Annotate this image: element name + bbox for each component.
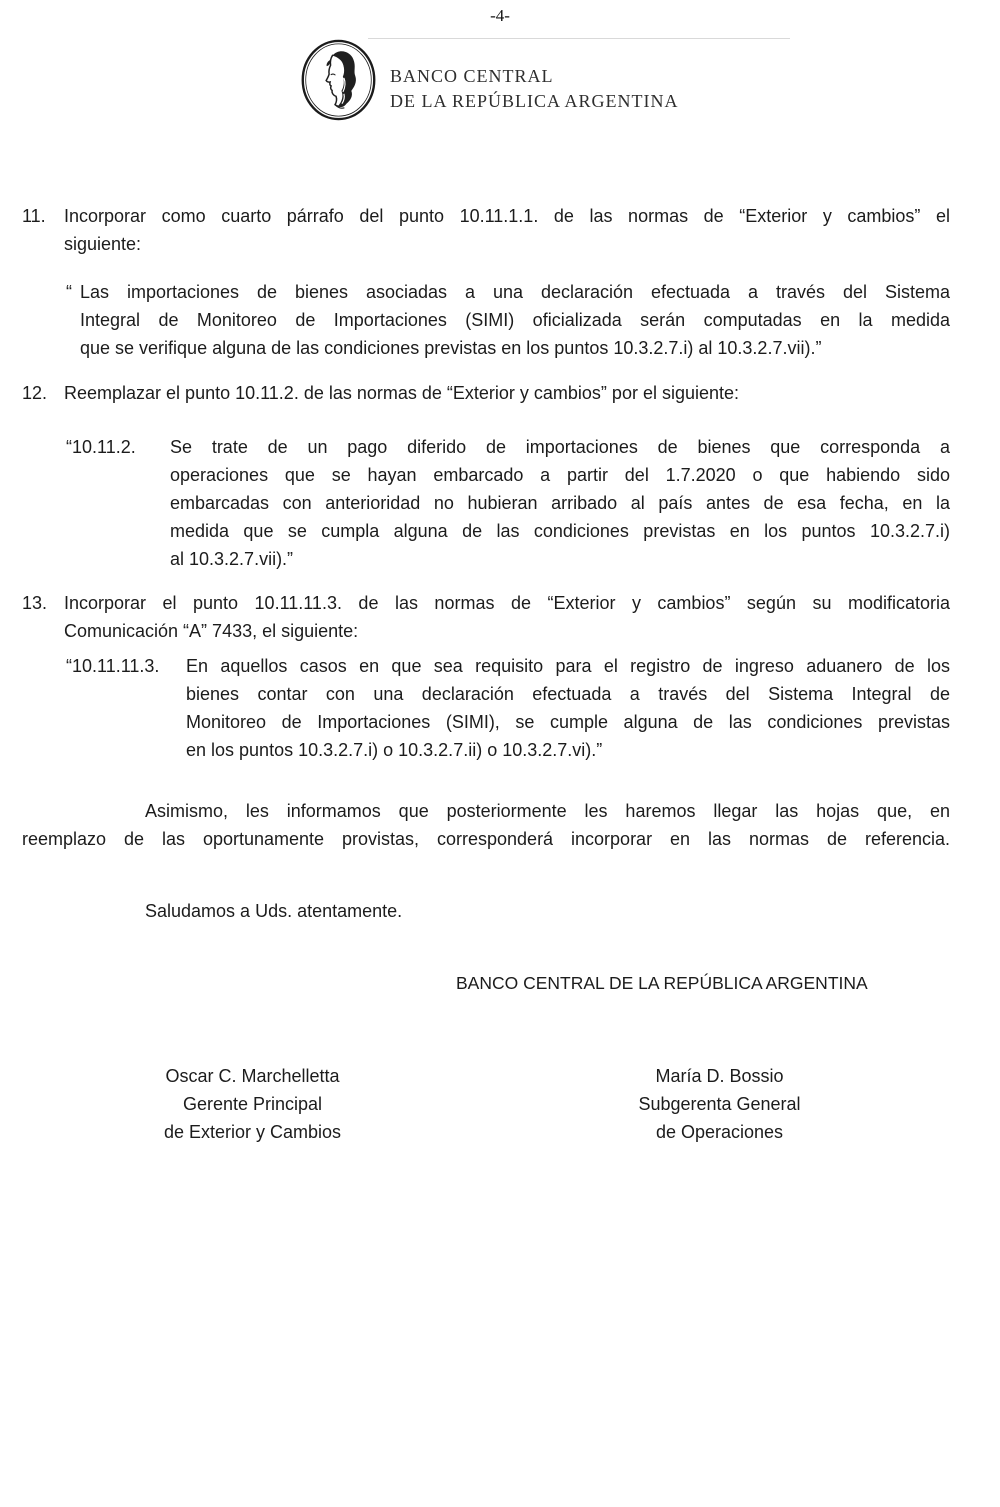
- item-12-intro: [64, 379, 950, 407]
- text-line: Incorporar como cuarto párrafo del punto 10.11.1.1. de las normas de “Exterior y cambios” el: [64, 206, 950, 226]
- item-12-number: 12.: [22, 383, 48, 403]
- item-12-quote-text: [170, 433, 950, 573]
- text-line: Asimismo, les informamos que posteriormente les haremos llegar las hojas que, en: [145, 801, 950, 821]
- signer-title: de Exterior y Cambios: [163, 1122, 342, 1142]
- text-line: que se verifique alguna de las condiciones previstas en los puntos 10.3.2.7.i) al 10.3.2.7.vii).”: [80, 338, 822, 358]
- letterhead-line2: DE LA REPÚBLICA ARGENTINA: [390, 91, 679, 111]
- letterhead-bank-name: [390, 46, 679, 114]
- text-line: Monitoreo de Importaciones (SIMI), se cumple alguna de las condiciones previstas: [186, 712, 950, 732]
- page-number: -4-: [490, 6, 510, 25]
- text-line: bienes contar con una declaración efectuada a través del Sistema Integral de: [186, 684, 950, 704]
- signer-name: Oscar C. Marchelletta: [165, 1066, 340, 1086]
- closing-paragraph: [22, 797, 950, 853]
- text-line: reemplazo de las oportunamente provistas, corresponderá incorporar en las normas de referencia.: [22, 829, 950, 849]
- text-line: siguiente:: [64, 234, 142, 254]
- item-11-quote: [66, 278, 950, 362]
- bcra-liberty-head-seal-icon: [300, 38, 377, 122]
- text-line: Se trate de un pago diferido de importaciones de bienes que corresponda a: [170, 437, 950, 457]
- text-line: operaciones que se hayan embarcado a partir del 1.7.2020 o que habiendo sido: [170, 465, 950, 485]
- text-line: Integral de Monitoreo de Importaciones (SIMI) oficializada serán computadas en la medida: [80, 310, 950, 330]
- bank-name-line: BANCO CENTRAL DE LA REPÚBLICA ARGENTINA: [456, 973, 868, 993]
- letterhead-line1: BANCO CENTRAL: [390, 66, 554, 86]
- item-13-intro: [64, 589, 950, 645]
- signer-title: Gerente Principal: [182, 1094, 323, 1114]
- text-line: medida que se cumpla alguna de las condiciones previstas en los puntos 10.3.2.7.i): [170, 521, 950, 541]
- item-11-number: 11.: [22, 206, 46, 226]
- item-11-intro: [64, 202, 950, 258]
- item-13-quote: [66, 652, 950, 764]
- list-item-12: [22, 379, 950, 407]
- text-line: Comunicación “A” 7433, el siguiente:: [64, 621, 359, 641]
- item-12-quote-label: “10.11.2.: [66, 437, 136, 457]
- item-13-quote-text: [186, 652, 950, 764]
- item-11-quote-mark: “: [66, 282, 72, 302]
- document-body: [0, 202, 1000, 1146]
- text-line: embarcadas con anterioridad no hubieran arribado al país antes de esa fecha, en la: [170, 493, 950, 513]
- letterhead-rule: [368, 38, 790, 39]
- text-line: En aquellos casos en que sea requisito para el registro de ingreso aduanero de los: [186, 656, 950, 676]
- text-line: Las importaciones de bienes asociadas a una declaración efectuada a través del Sistema: [80, 282, 950, 302]
- signature-right: [592, 1062, 847, 1146]
- salutation: Saludamos a Uds. atentamente.: [145, 901, 403, 921]
- text-line: Reemplazar el punto 10.11.2. de las normas de “Exterior y cambios” por el siguiente:: [64, 383, 740, 403]
- signer-name: María D. Bossio: [655, 1066, 784, 1086]
- signature-left: [125, 1062, 380, 1146]
- letterhead: [300, 38, 1000, 122]
- signature-row: [125, 1062, 950, 1146]
- item-11-quote-text: [80, 278, 950, 362]
- text-line: en los puntos 10.3.2.7.i) o 10.3.2.7.ii) o 10.3.2.7.vi).”: [186, 740, 603, 760]
- item-12-quote: [66, 433, 950, 573]
- signer-title: de Operaciones: [655, 1122, 784, 1142]
- signer-title: Subgerenta General: [638, 1094, 801, 1114]
- list-item-11: [22, 202, 950, 258]
- item-13-number: 13.: [22, 593, 48, 613]
- item-13-quote-label: “10.11.11.3.: [66, 656, 160, 676]
- text-line: Incorporar el punto 10.11.11.3. de las normas de “Exterior y cambios” según su modificatoria: [64, 593, 950, 613]
- list-item-13: [22, 589, 950, 645]
- text-line: al 10.3.2.7.vii).”: [170, 549, 294, 569]
